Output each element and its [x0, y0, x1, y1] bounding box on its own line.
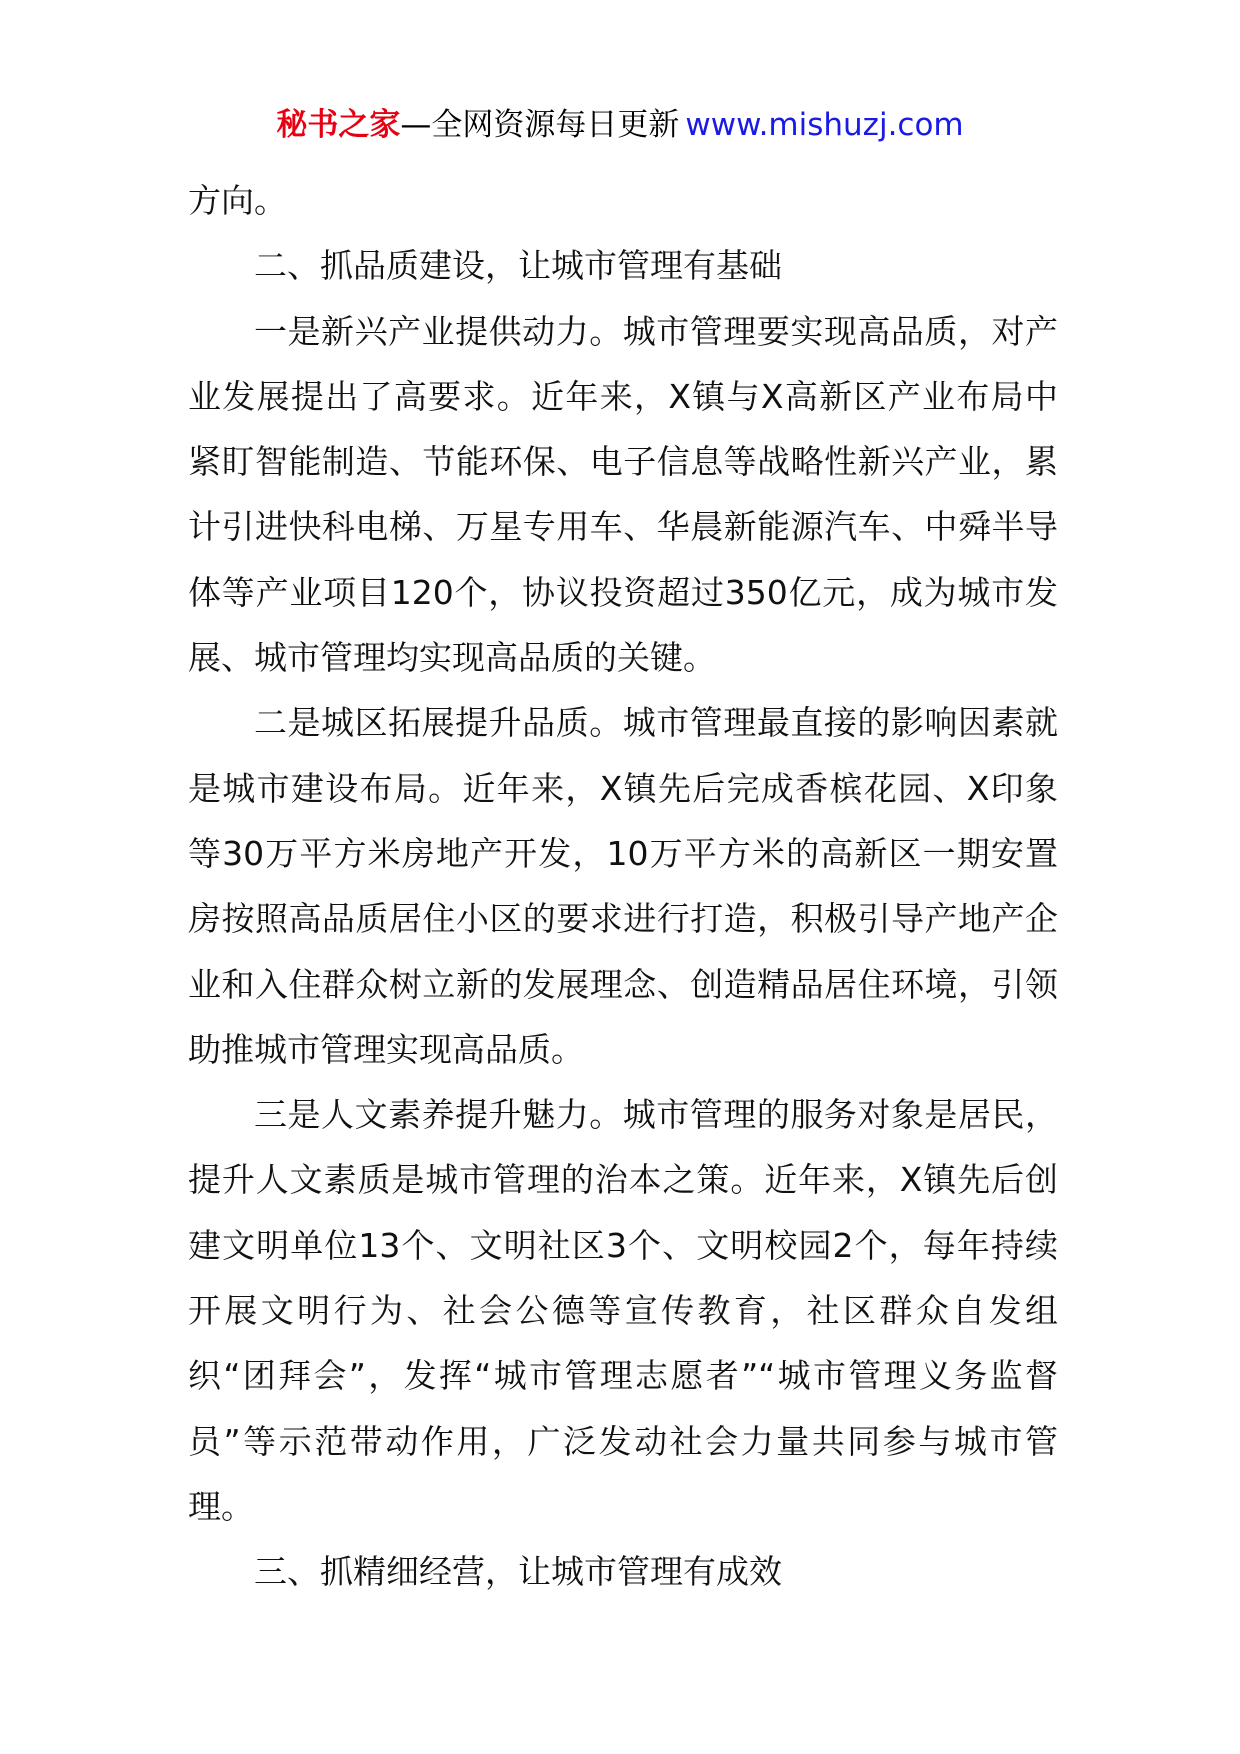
header-tagline: —全网资源每日更新 — [400, 107, 680, 143]
continuation-text: 方向。 — [188, 181, 287, 220]
site-url-link[interactable]: www.mishuzj.com — [685, 107, 964, 143]
paragraph-urban-expansion: 二是城区拓展提升品质。城市管理最直接的影响因素就是城市建设布局。近年来，X镇先后完成香槟花园、X印象等30万平方米房地产开发，10万平方米的高新区一期安置房按照高品质居住小区的要求进行打造，积极引导产地产企业和入住群众树立新的发展理念、创造精品居住环境，引领助推城市管理实现高品质。 — [188, 703, 1058, 1069]
section-heading-3: 三、抓精细经营，让城市管理有成效 — [254, 1552, 782, 1592]
page-header — [0, 104, 1240, 146]
brand-name: 秘书之家 — [276, 107, 401, 143]
section-heading-2: 二、抓品质建设，让城市管理有基础 — [254, 246, 782, 286]
paragraph-cultural-literacy: 三是人文素养提升魅力。城市管理的服务对象是居民，提升人文素质是城市管理的治本之策。近年来，X镇先后创建文明单位13个、文明社区3个、文明校园2个，每年持续开展文明行为、社会公德等宣传教育，社区群众自发组织“团拜会”，发挥“城市管理志愿者”“城市管理义务监督员”等示范带动作用，广泛发动社会力量共同参与城市管理。 — [188, 1095, 1058, 1526]
paragraph-emerging-industries: 一是新兴产业提供动力。城市管理要实现高品质，对产业发展提出了高要求。近年来，X镇与X高新区产业布局中紧盯智能制造、节能环保、电子信息等战略性新兴产业，累计引进快科电梯、万星专用车、华晨新能源汽车、中舜半导体等产业项目120个，协议投资超过350亿元，成为城市发展、城市管理均实现高品质的关键。 — [188, 311, 1058, 678]
document-body — [188, 168, 1058, 1605]
